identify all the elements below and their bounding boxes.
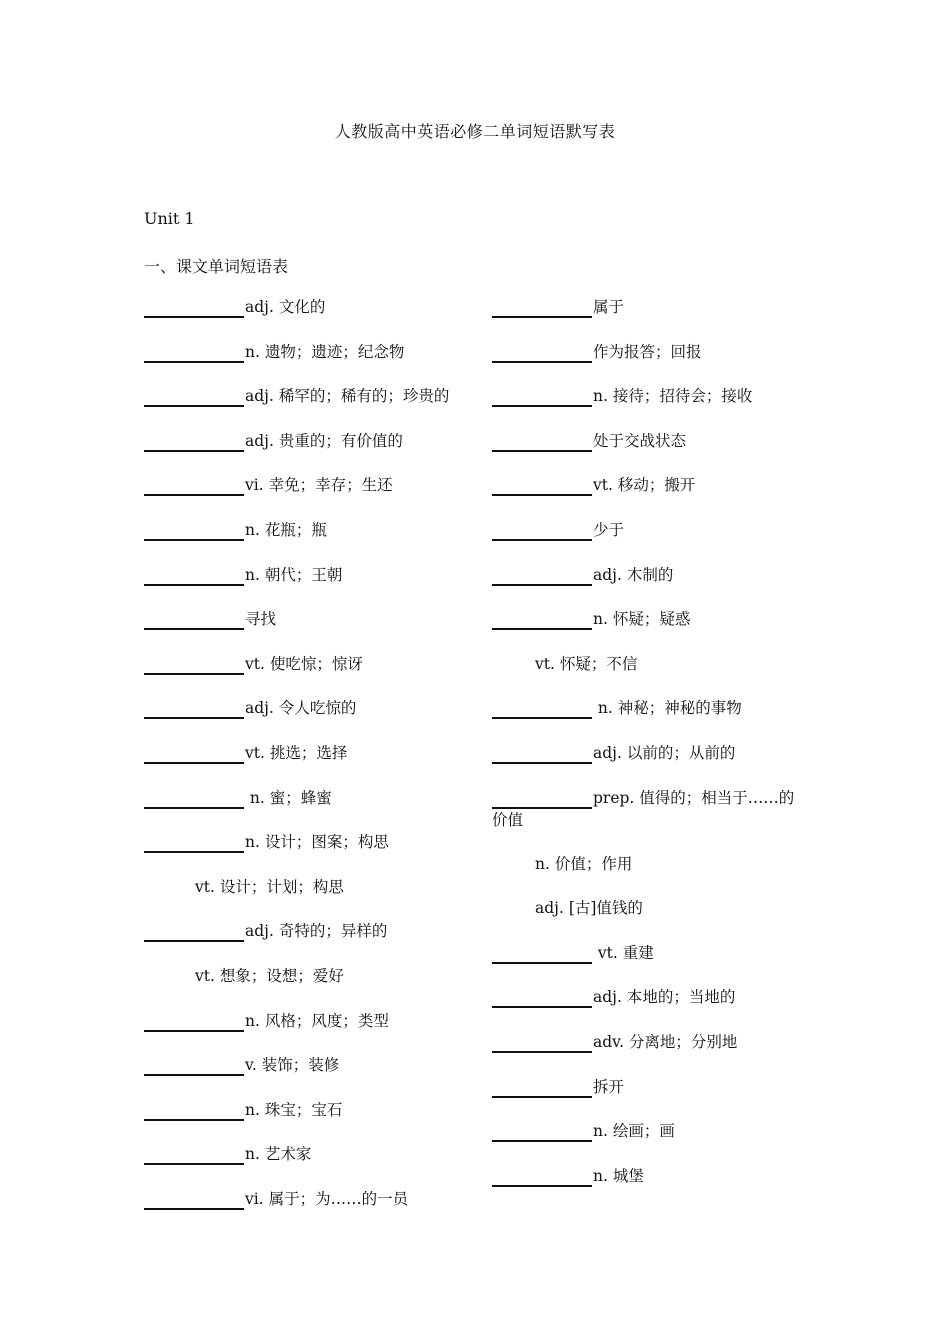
vocab-definition: n. 绘画；画 xyxy=(593,1122,675,1141)
vocab-row xyxy=(492,519,822,564)
answer-blank[interactable] xyxy=(144,432,244,452)
vocab-row xyxy=(144,519,474,564)
vocab-definition: n. 朝代；王朝 xyxy=(245,565,343,584)
vocab-definition: prep. 值得的；相当于……的 xyxy=(593,788,795,807)
vocab-row xyxy=(144,474,474,519)
answer-blank[interactable] xyxy=(144,655,244,675)
vocab-row xyxy=(492,986,822,1031)
vocab-row xyxy=(144,1143,474,1188)
answer-blank[interactable] xyxy=(144,566,244,586)
vocab-definition: adj. 本地的；当地的 xyxy=(593,988,736,1007)
vocab-definition: 寻找 xyxy=(245,610,277,629)
vocab-definition: adv. 分离地；分别地 xyxy=(593,1032,738,1051)
answer-blank[interactable] xyxy=(144,387,244,407)
vocab-definition-continuation: 价值 xyxy=(492,810,524,829)
vocab-definition: n. 怀疑；疑惑 xyxy=(593,610,691,629)
vocab-row xyxy=(144,965,474,1010)
answer-blank[interactable] xyxy=(144,476,244,496)
answer-blank[interactable] xyxy=(144,922,244,942)
vocab-definition: vi. 属于；为……的一员 xyxy=(245,1189,409,1208)
vocab-definition: 少于 xyxy=(593,520,625,539)
vocab-row xyxy=(144,1010,474,1055)
vocab-row xyxy=(144,831,474,876)
answer-blank[interactable] xyxy=(492,744,592,764)
answer-blank[interactable] xyxy=(144,1190,244,1210)
answer-blank[interactable] xyxy=(492,699,592,719)
vocab-row xyxy=(492,296,822,341)
section-heading: 一、课文单词短语表 xyxy=(144,257,289,276)
answer-blank[interactable] xyxy=(492,387,592,407)
vocab-row xyxy=(492,742,822,787)
answer-blank[interactable] xyxy=(492,476,592,496)
vocab-row xyxy=(492,787,822,853)
answer-blank[interactable] xyxy=(492,521,592,541)
vocab-row xyxy=(144,742,474,787)
vocab-row xyxy=(492,608,822,653)
vocab-definition: n. 接待；招待会；接收 xyxy=(593,387,753,406)
vocab-row xyxy=(144,296,474,341)
vocab-definition: vt. 怀疑；不信 xyxy=(535,654,638,673)
vocab-definition: n. 城堡 xyxy=(593,1166,644,1185)
vocab-definition: n. 遗物；遗迹；纪念物 xyxy=(245,342,405,361)
vocab-row xyxy=(144,787,474,832)
answer-blank[interactable] xyxy=(492,944,592,964)
vocab-definition: vt. 想象；设想；爱好 xyxy=(195,966,344,985)
vocab-row xyxy=(144,1099,474,1144)
answer-blank[interactable] xyxy=(144,1012,244,1032)
vocab-definition: vt. 挑选；选择 xyxy=(245,743,348,762)
answer-blank[interactable] xyxy=(144,343,244,363)
vocab-definition: n. 设计；图案；构思 xyxy=(245,833,389,852)
vocab-definition: adj. 文化的 xyxy=(245,298,326,316)
vocab-definition: vi. 幸免；幸存；生还 xyxy=(245,476,393,495)
unit-heading: Unit 1 xyxy=(144,209,195,228)
vocab-definition: 属于 xyxy=(593,298,625,316)
vocab-row xyxy=(144,1054,474,1099)
vocab-definition: n. 风格；风度；类型 xyxy=(245,1011,389,1030)
vocab-definition: v. 装饰；装修 xyxy=(245,1056,340,1075)
vocab-definition: adj. 木制的 xyxy=(593,565,674,584)
answer-blank[interactable] xyxy=(144,298,244,318)
answer-blank[interactable] xyxy=(492,298,592,318)
vocab-row xyxy=(492,430,822,475)
vocab-definition: n. 珠宝；宝石 xyxy=(245,1100,343,1119)
vocab-definition: vt. 使吃惊；惊讶 xyxy=(245,654,363,673)
vocab-definition: adj. 以前的；从前的 xyxy=(593,743,736,762)
answer-blank[interactable] xyxy=(492,566,592,586)
vocab-row xyxy=(492,341,822,386)
vocab-row xyxy=(492,897,822,942)
vocab-definition: adj. [古]值钱的 xyxy=(535,899,643,918)
vocab-row xyxy=(144,341,474,386)
vocab-row xyxy=(492,1076,822,1121)
answer-blank[interactable] xyxy=(144,699,244,719)
vocab-row xyxy=(492,1031,822,1076)
answer-blank[interactable] xyxy=(492,1167,592,1187)
left-vocab-column xyxy=(144,296,474,1232)
answer-blank[interactable] xyxy=(144,1101,244,1121)
vocab-row xyxy=(492,653,822,698)
vocab-definition: n. 艺术家 xyxy=(245,1145,312,1164)
answer-blank[interactable] xyxy=(492,1078,592,1098)
answer-blank[interactable] xyxy=(144,789,244,809)
answer-blank[interactable] xyxy=(492,343,592,363)
vocab-row xyxy=(492,385,822,430)
answer-blank[interactable] xyxy=(144,521,244,541)
page-title: 人教版高中英语必修二单词短语默写表 xyxy=(334,122,616,141)
vocab-row xyxy=(492,1120,822,1165)
answer-blank[interactable] xyxy=(492,988,592,1008)
vocab-definition: vt. 移动；搬开 xyxy=(593,476,696,495)
vocab-definition: 拆开 xyxy=(593,1077,625,1096)
answer-blank[interactable] xyxy=(144,1145,244,1165)
vocab-definition: adj. 稀罕的；稀有的；珍贵的 xyxy=(245,387,450,406)
vocab-row xyxy=(144,430,474,475)
answer-blank[interactable] xyxy=(144,610,244,630)
vocab-row xyxy=(492,564,822,609)
vocab-row xyxy=(492,697,822,742)
vocab-definition: vt. 设计；计划；构思 xyxy=(195,877,344,896)
vocab-row xyxy=(144,876,474,921)
vocab-row xyxy=(492,1165,822,1210)
vocab-definition: n. 价值；作用 xyxy=(535,854,633,873)
answer-blank[interactable] xyxy=(492,1122,592,1142)
vocab-definition: 处于交战状态 xyxy=(593,431,687,450)
vocab-row xyxy=(144,1188,474,1233)
vocab-row xyxy=(144,564,474,609)
vocab-definition: vt. 重建 xyxy=(593,943,654,962)
answer-blank[interactable] xyxy=(144,744,244,764)
vocab-row xyxy=(144,920,474,965)
vocab-row xyxy=(144,608,474,653)
vocab-definition: 作为报答；回报 xyxy=(593,342,702,361)
answer-blank[interactable] xyxy=(492,432,592,452)
answer-blank[interactable] xyxy=(492,789,592,809)
vocab-row xyxy=(492,942,822,987)
answer-blank[interactable] xyxy=(144,1056,244,1076)
vocab-definition: adj. 令人吃惊的 xyxy=(245,699,357,718)
vocab-definition: n. 神秘；神秘的事物 xyxy=(593,699,742,718)
vocab-row xyxy=(492,853,822,898)
vocab-row xyxy=(144,385,474,430)
answer-blank[interactable] xyxy=(492,610,592,630)
right-vocab-column xyxy=(492,296,822,1209)
vocab-definition: adj. 贵重的；有价值的 xyxy=(245,431,403,450)
vocab-row xyxy=(144,697,474,742)
answer-blank[interactable] xyxy=(492,1033,592,1053)
vocab-row xyxy=(144,653,474,698)
answer-blank[interactable] xyxy=(144,833,244,853)
vocab-row xyxy=(492,474,822,519)
vocab-definition: n. 蜜；蜂蜜 xyxy=(245,788,332,807)
vocab-definition: n. 花瓶；瓶 xyxy=(245,520,327,539)
vocab-definition: adj. 奇特的；异样的 xyxy=(245,922,388,941)
